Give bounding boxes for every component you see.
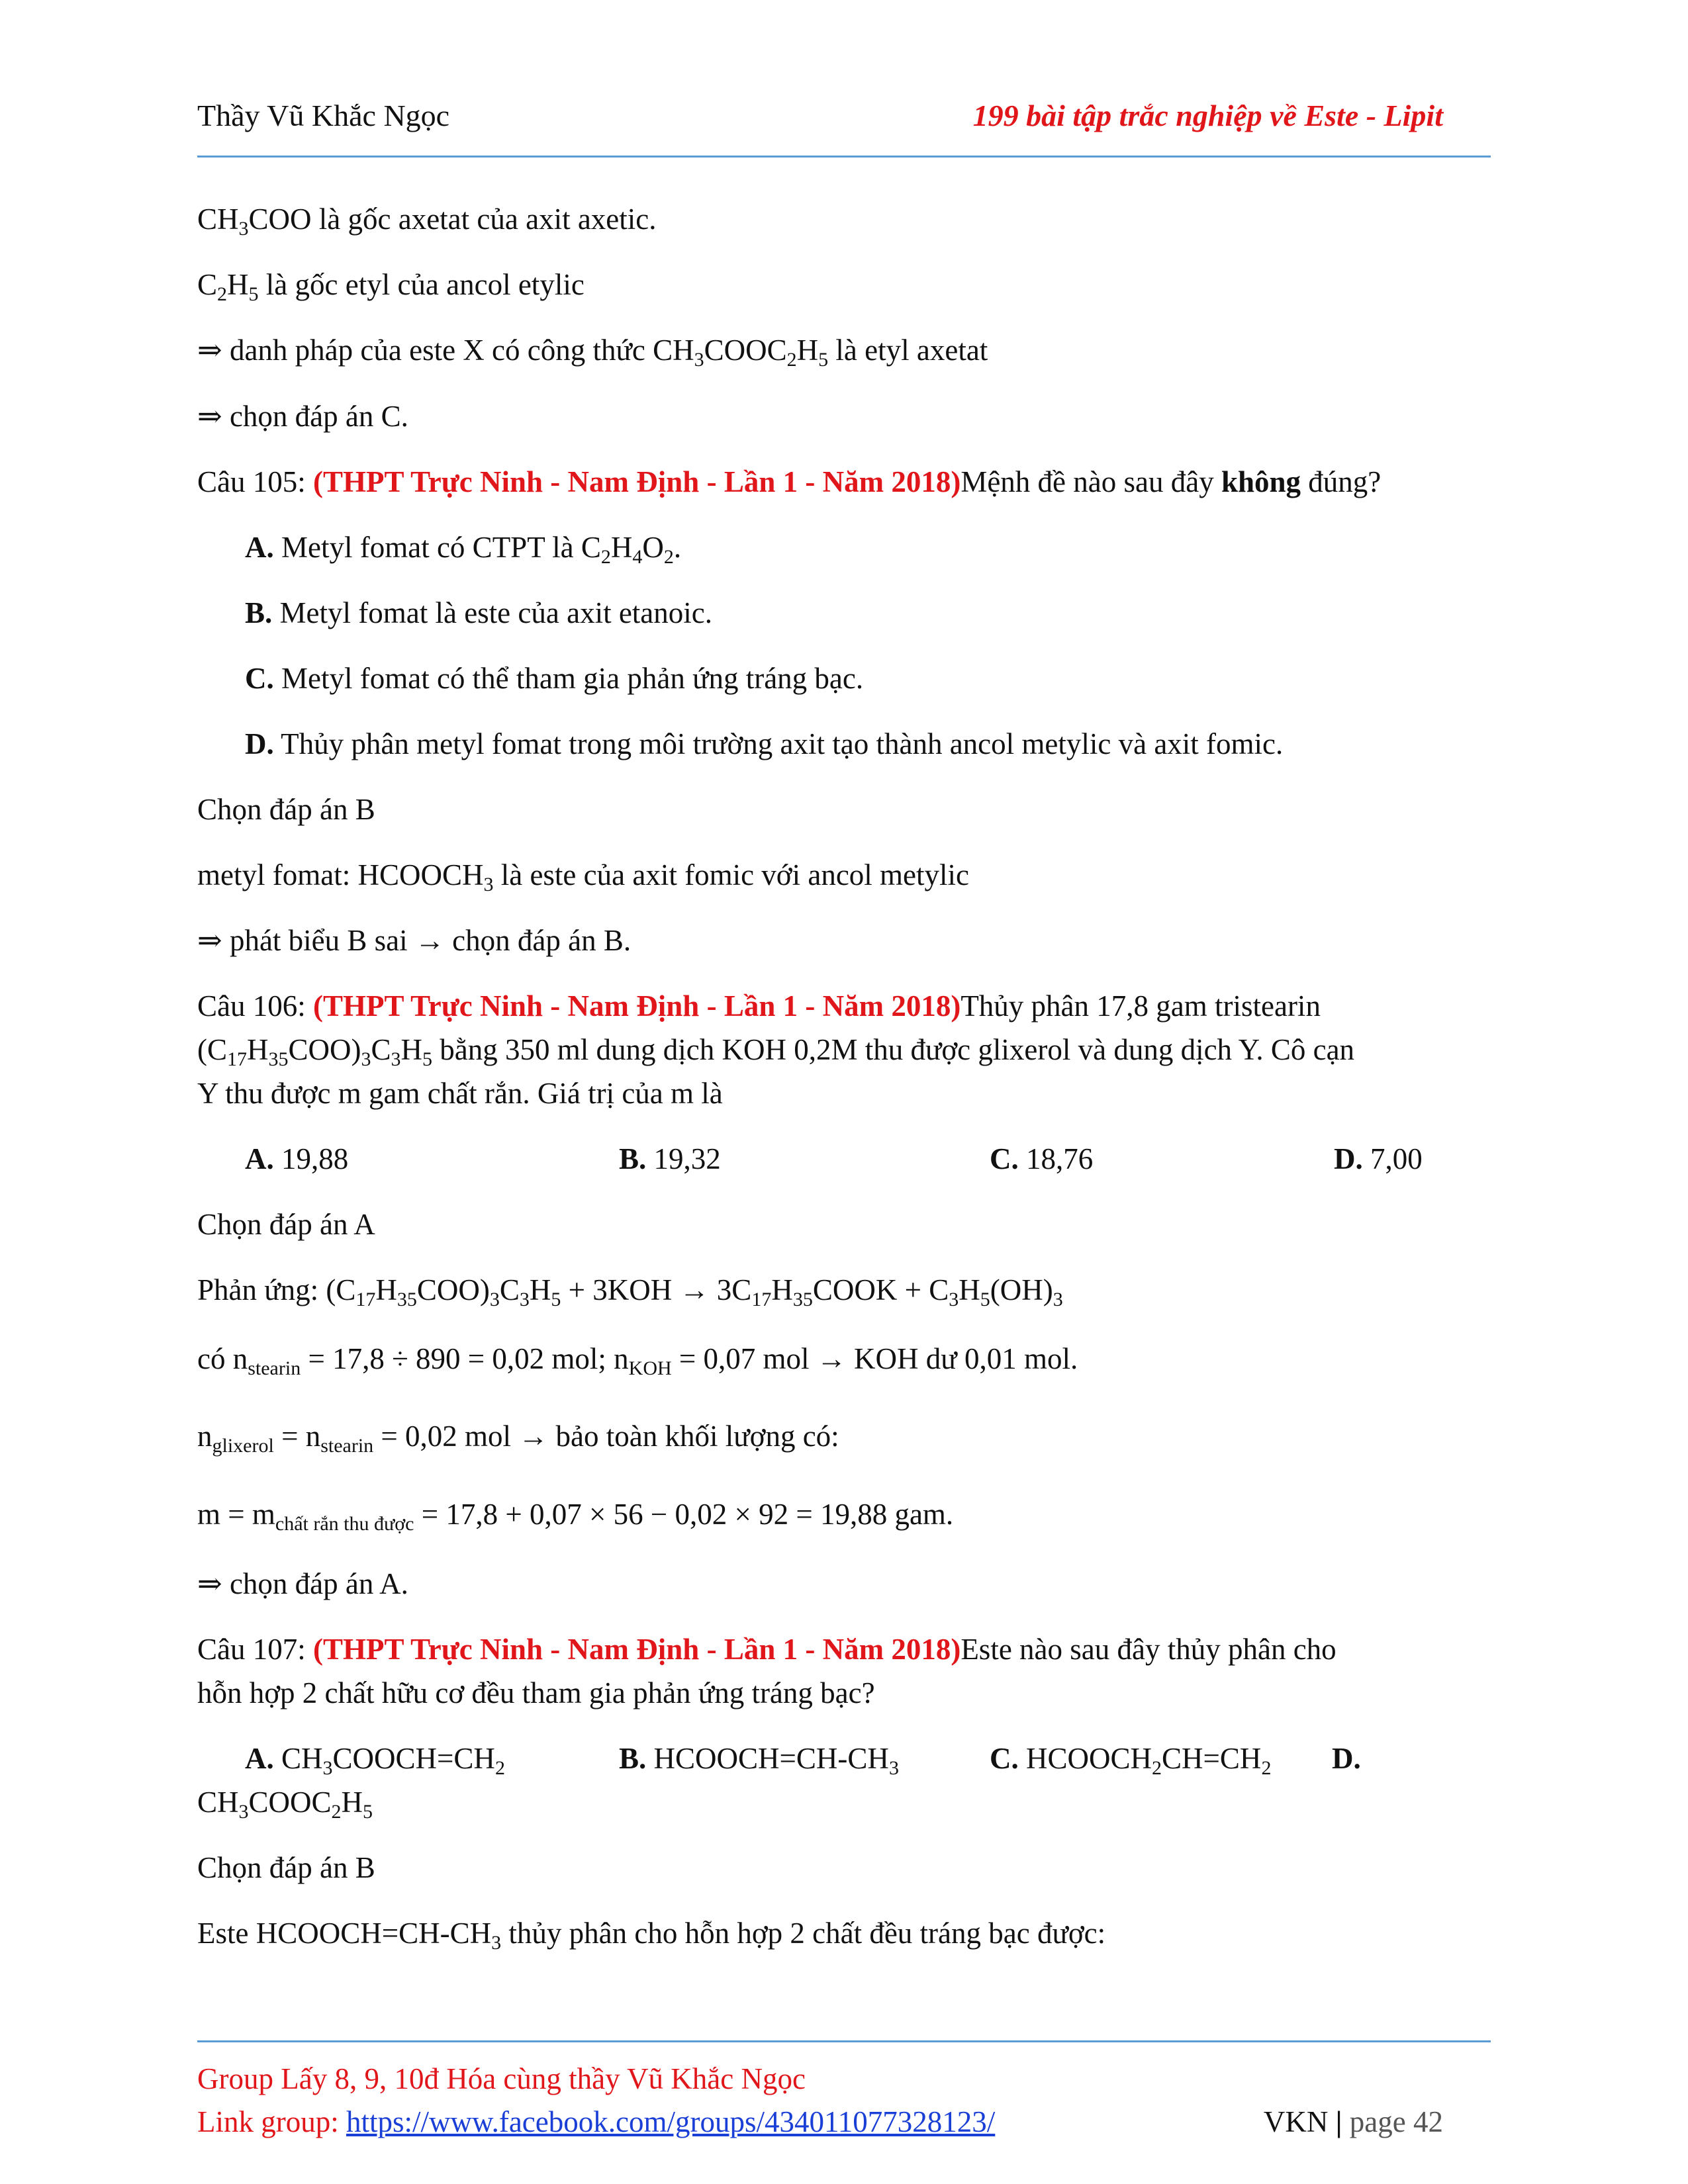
q105-explanation-1: metyl fomat: $HCOOCH_3$ là este của axit fomic với ancol metylic <box>197 858 969 895</box>
q107-stem-2: hỗn hợp 2 chất hữu cơ đều tham gia phản ứng tráng bạc? <box>197 1676 875 1709</box>
footer-rule <box>197 2040 1491 2042</box>
header-title: 199 bài tập trắc nghiệp về Este - Lipit <box>972 99 1443 132</box>
intro-line-4: ⇒ chọn đáp án C. <box>197 400 408 433</box>
intro-line-2: $C_2H_5$ là gốc etyl của ancol etylic <box>197 268 585 305</box>
q105-stem: Câu 105: (THPT Trực Ninh - Nam Định - Lần 1 - Năm 2018)Mệnh đề nào sau đây không đúng? <box>197 465 1382 498</box>
q107-option-d-value: $CH_3COOC_2H_5$ <box>197 1786 373 1823</box>
q105-option-a: A. Metyl fomat có CTPT là $C_2H_4O_2$. <box>245 531 682 568</box>
q107-option-c: C. $HCOOCH_2CH=CH_2$ <box>990 1742 1272 1779</box>
q105-option-d: D. Thủy phân metyl fomat trong môi trường axit tạo thành ancol metylic và axit fomic. <box>245 727 1284 760</box>
q106-stem-2: $(C_{17}H_{35}COO)_3C_3H_5$ bằng 350 ml dung dịch KOH 0,2M thu được glixerol và dung dịch Y. Cô cạn <box>197 1033 1355 1070</box>
header-rule <box>197 156 1491 158</box>
footer-group-link[interactable]: https://www.facebook.com/groups/434011077328123/ <box>346 2105 996 2138</box>
q106-answer: Chọn đáp án A <box>197 1208 375 1241</box>
q106-stem-3: Y thu được m gam chất rắn. Giá trị của m là <box>197 1077 723 1110</box>
q105-answer: Chọn đáp án B <box>197 793 375 826</box>
q106-option-a: A. 19,88 <box>245 1142 349 1175</box>
header-author: Thầy Vũ Khắc Ngọc <box>197 99 450 132</box>
footer-group: Group Lấy 8, 9, 10đ Hóa cùng thầy Vũ Khắc Ngọc <box>197 2062 806 2095</box>
footer-page-number: VKN | page 42 <box>1263 2105 1443 2138</box>
footer-link-line: Link group: https://www.facebook.com/groups/434011077328123/ <box>197 2105 996 2138</box>
q106-conclusion: ⇒ chọn đáp án A. <box>197 1567 408 1600</box>
q105-option-b: B. Metyl fomat là este của axit etanoic. <box>245 596 713 629</box>
q107-option-a: A. $CH_3COOCH=CH_2$ <box>245 1742 505 1779</box>
q106-option-d: D. 7,00 <box>1334 1142 1423 1175</box>
q106-reaction: Phản ứng: $(C_{17}H_{35}COO)_3C_3H_5 + 3KOH$ → $3C_{17}H_{35}COOK + C_3H_5(OH)_3$ <box>197 1273 1063 1310</box>
q105-explanation-2: ⇒ phát biểu B sai → chọn đáp án B. <box>197 924 632 957</box>
q106-option-c: C. 18,76 <box>990 1142 1094 1175</box>
q106-mass-line: $m = m_{chất rắn thu được} = 17,8 + 0,07 \times 56 - 0,02 \times 92 = 19,88$ gam. <box>197 1498 954 1535</box>
q107-option-b: B. $HCOOCH=CH-CH_3$ <box>619 1742 899 1779</box>
q106-moles-line: có $n_{stearin} = 17,8 \div 890 = 0,02$ mol; $n_{KOH} = 0,07$ mol → KOH dư 0,01 mol. <box>197 1342 1078 1379</box>
q107-option-d-label: D. <box>1332 1742 1361 1775</box>
q107-explanation: Este $HCOOCH=CH-CH_3$ thủy phân cho hỗn hợp 2 chất đều tráng bạc được: <box>197 1917 1106 1954</box>
q107-stem-1: Câu 107: (THPT Trực Ninh - Nam Định - Lần 1 - Năm 2018)Este nào sau đây thủy phân cho <box>197 1633 1336 1666</box>
q106-option-b: B. 19,32 <box>619 1142 721 1175</box>
q106-glixerol-line: $n_{glixerol} = n_{stearin} = 0,02$ mol → bảo toàn khối lượng có: <box>197 1420 839 1457</box>
q106-stem-1: Câu 106: (THPT Trực Ninh - Nam Định - Lần 1 - Năm 2018)Thủy phân 17,8 gam tristearin <box>197 989 1321 1023</box>
q107-answer: Chọn đáp án B <box>197 1851 375 1884</box>
intro-line-3: ⇒ danh pháp của este X có công thức $CH_3COOC_2H_5$ là etyl axetat <box>197 334 988 371</box>
q105-option-c: C. Metyl fomat có thể tham gia phản ứng tráng bạc. <box>245 662 864 695</box>
intro-line-1: $CH_3COO$ là gốc axetat của axit axetic. <box>197 203 657 240</box>
